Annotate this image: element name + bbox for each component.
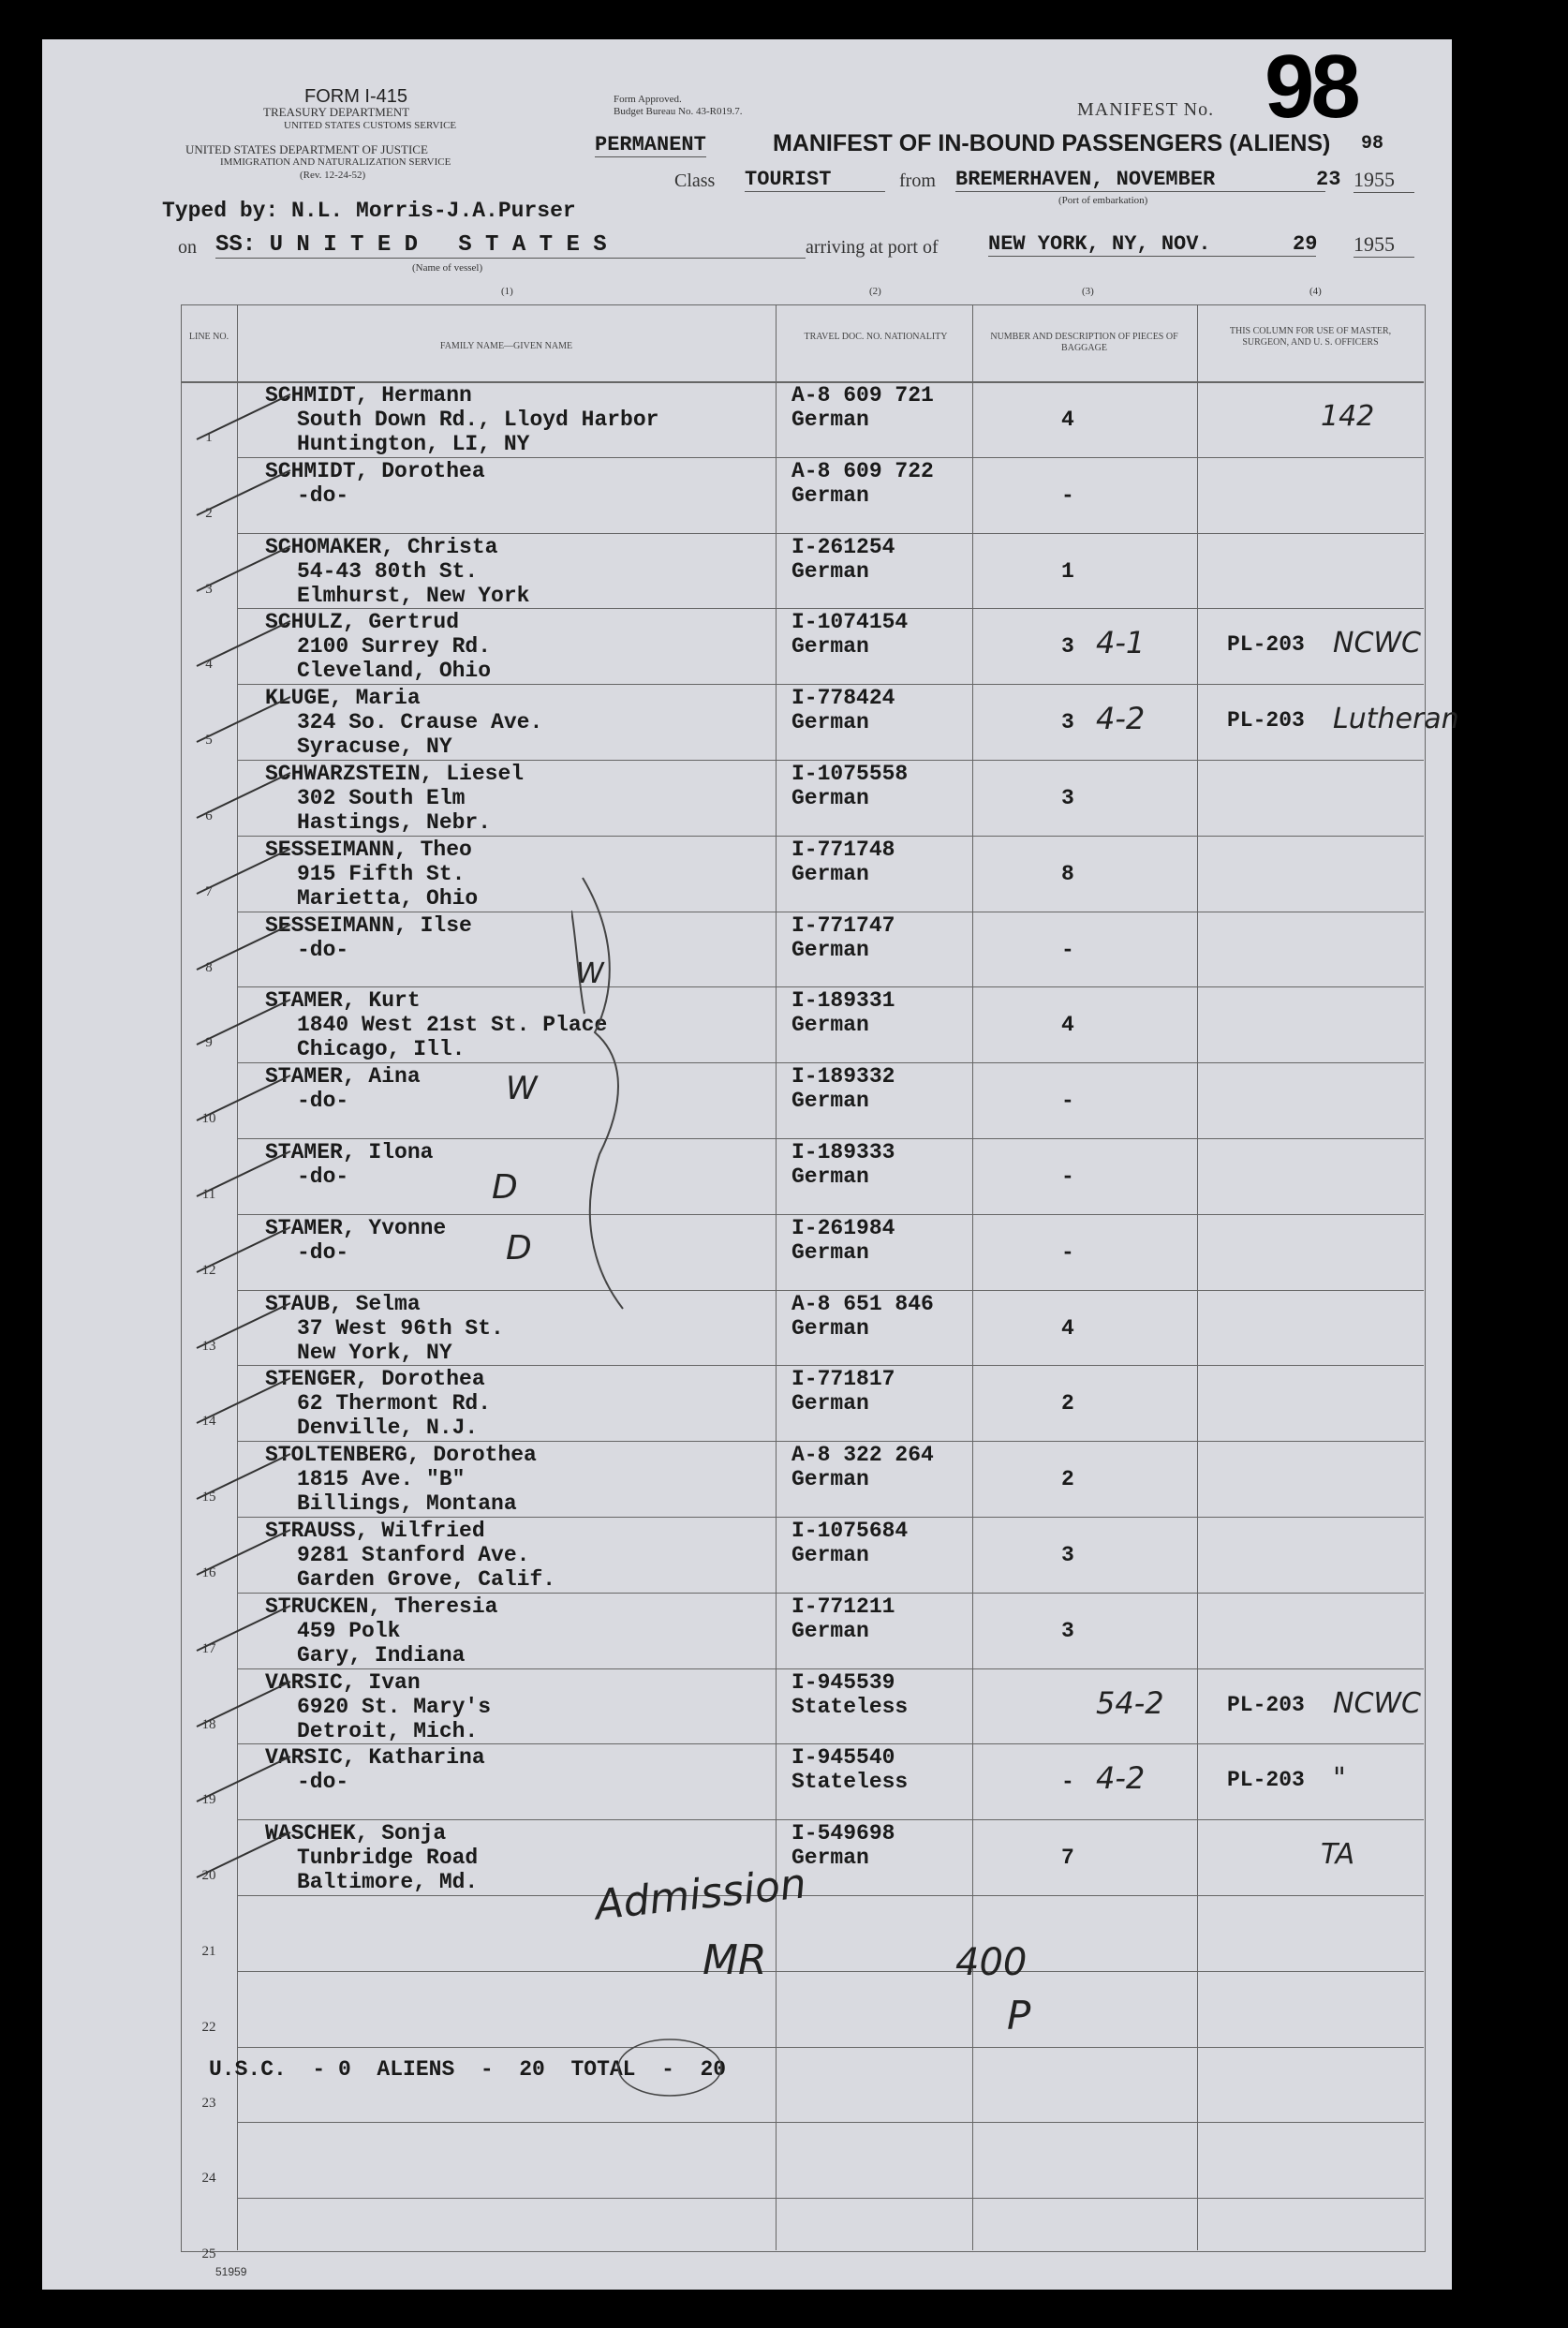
check-mark-stroke [192,1223,295,1280]
arrival-day: 29 [1293,232,1318,256]
nationality: German [791,1239,869,1265]
check-mark-stroke [192,769,295,825]
travel-doc-number: I-771747 [791,912,895,938]
typed-by: Typed by: N.L. Morris-J.A.Purser [162,199,576,223]
baggage-count: - [1061,1770,1074,1795]
passenger-address-2: Garden Grove, Calif. [297,1567,556,1592]
check-mark-stroke [192,845,295,901]
passenger-address-2: New York, NY [297,1340,452,1365]
form-approved: Form Approved. [614,94,682,105]
line-number: 16 [201,1565,216,1580]
check-mark-stroke [192,542,295,599]
passenger-name: SCHWARZSTEIN, Liesel [265,762,525,786]
port-embarkation-caption: (Port of embarkation) [1058,195,1148,206]
row-divider [237,2198,1424,2199]
passenger-address-1: South Down Rd., Lloyd Harbor [297,408,659,432]
check-mark-stroke [192,617,295,674]
officer-note: TA [1321,1838,1355,1872]
handwritten-w-2: W [506,1070,538,1107]
travel-doc-number: I-189332 [791,1064,895,1090]
passenger-address-1: 324 So. Crause Ave. [297,710,543,735]
row-divider [237,2047,1424,2048]
passenger-address-1: -do- [297,1164,349,1189]
baggage-count: - [1061,1164,1074,1189]
baggage-count: - [1061,1089,1074,1114]
passenger-address-2: Baltimore, Md. [297,1870,479,1895]
line-number: 14 [201,1414,216,1430]
row-divider [237,836,1424,837]
line-number: 18 [201,1716,216,1732]
nationality: German [791,1391,869,1416]
travel-doc-number: A-8 651 846 [791,1291,934,1316]
baggage-handwritten: 4-2 [1096,1760,1146,1797]
baggage-count: - [1061,482,1074,508]
officer-note: 142 [1321,400,1375,433]
col-divider-name [776,304,777,2250]
travel-doc-number: I-261254 [791,534,895,559]
line-number: 3 [205,581,213,597]
passenger-address-1: 62 Thermont Rd. [297,1391,492,1416]
passenger-name: VARSIC, Katharina [265,1745,485,1771]
line-number: 10 [201,1111,216,1127]
nationality: Stateless [791,1770,909,1795]
line-number: 25 [201,2246,216,2262]
travel-doc-number: I-778424 [791,686,895,711]
check-mark-stroke [192,921,295,977]
column-number-4: (4) [1309,286,1322,297]
row-divider [237,1819,1424,1820]
col-divider-baggage [1197,304,1198,2250]
line-number: 17 [201,1640,216,1656]
line-number: 2 [205,505,213,521]
officer-code: PL-203 [1227,1768,1305,1793]
class-value: TOURIST [745,168,885,192]
passenger-address-1: Tunbridge Road [297,1846,479,1871]
check-mark-stroke [192,1148,295,1204]
row-divider [237,1138,1424,1139]
baggage-handwritten: 4-2 [1096,701,1146,737]
baggage-count: 1 [1061,558,1074,584]
passenger-name: SCHULZ, Gertrud [265,610,460,635]
line-number: 21 [201,1944,216,1959]
travel-doc-number: I-771211 [791,1594,895,1619]
manifest-sheet [42,37,1459,2290]
passenger-name: STAMER, Yvonne [265,1215,447,1240]
nationality: German [791,710,869,735]
travel-doc-number: I-771748 [791,837,895,862]
row-divider [237,684,1424,685]
row-divider [237,1441,1424,1442]
travel-doc-number: A-8 609 722 [791,458,934,483]
handwritten-d-1: D [492,1168,518,1207]
travel-doc-number: A-8 609 721 [791,383,934,408]
row-divider [237,457,1424,458]
handwritten-w-1: W [576,957,604,990]
travel-doc-number: I-189331 [791,988,895,1014]
travel-doc-number: I-1075684 [791,1519,909,1543]
nationality: German [791,408,869,432]
row-divider [237,1668,1424,1669]
line-number: 4 [205,657,213,673]
line-number: 19 [201,1792,216,1808]
nationality: German [791,1315,869,1341]
nationality: German [791,1543,869,1567]
officer-note: NCWC [1333,1686,1421,1720]
passenger-address-2: Gary, Indiana [297,1642,466,1668]
officer-note: Lutheran [1333,703,1459,736]
passenger-address-2: Cleveland, Ohio [297,659,492,684]
passenger-address-1: 37 West 96th St. [297,1315,504,1341]
nationality: German [791,1618,869,1643]
check-mark-stroke [192,1450,295,1506]
manifest-number-stamp: 98 [1265,37,1357,137]
line-number: 24 [201,2171,216,2187]
line-number: 7 [205,883,213,899]
row-divider [237,1593,1424,1594]
column-number-3: (3) [1082,286,1094,297]
row-divider [237,1895,1424,1896]
justice-department: UNITED STATES DEPARTMENT OF JUSTICE [185,142,428,156]
check-mark-stroke [192,1678,295,1734]
check-mark-stroke [192,391,295,447]
passenger-name: STRUCKEN, Theresia [265,1594,498,1619]
passenger-address-1: -do- [297,937,349,962]
passenger-name: STAMER, Kurt [265,988,421,1014]
baggage-count: - [1061,1239,1074,1265]
arrival-port: NEW YORK, NY, NOV. [988,232,1316,257]
check-mark-stroke [192,467,295,523]
passenger-address-1: -do- [297,1239,349,1265]
handwritten-d-2: D [506,1229,532,1268]
passenger-address-1: -do- [297,1770,349,1795]
passenger-name: STENGER, Dorothea [265,1367,485,1392]
vessel-name: SS: U N I T E D S T A T E S [215,232,806,259]
baggage-count: - [1061,937,1074,962]
circle-mark [614,2035,726,2100]
officer-code: PL-203 [1227,708,1305,734]
baggage-count: 4 [1061,408,1074,432]
line-number: 1 [205,430,213,445]
handwritten-bracket [571,873,628,1313]
row-divider [237,1214,1424,1215]
passenger-address-2: Detroit, Mich. [297,1718,479,1743]
baggage-count: 3 [1061,1543,1074,1567]
line-number: 11 [201,1187,216,1202]
travel-doc-number: I-771817 [791,1367,895,1392]
nationality: German [791,861,869,886]
col-header-baggage: NUMBER AND DESCRIPTION OF PIECES OF BAGGAGE [990,332,1178,353]
handwritten-count: 400 [955,1941,1028,1984]
col-header-officers: THIS COLUMN FOR USE OF MASTER, SURGEON, AND U. S. OFFICERS [1229,326,1392,348]
from-value: BREMERHAVEN, NOVEMBER [955,168,1325,192]
check-mark-stroke [192,1602,295,1658]
nationality: German [791,634,869,660]
check-mark-stroke [192,1374,295,1431]
nationality: German [791,937,869,962]
travel-doc-number: I-1074154 [791,610,909,635]
travel-doc-number: I-945539 [791,1669,895,1695]
travel-doc-number: I-945540 [791,1745,895,1771]
passenger-name: SCHMIDT, Hermann [265,383,472,408]
row-divider [237,1290,1424,1291]
passenger-address-1: 2100 Surrey Rd. [297,634,492,660]
nationality: German [791,1013,869,1038]
row-divider [237,1517,1424,1518]
check-mark-stroke [192,996,295,1052]
baggage-count: 2 [1061,1467,1074,1492]
handwritten-signature: Admission [592,1860,809,1930]
passenger-address-2: Hastings, Nebr. [297,810,492,835]
check-mark-stroke [192,1299,295,1356]
check-mark-stroke [192,1829,295,1885]
arrival-year: 1955 [1354,232,1414,258]
column-number-1: (1) [501,286,513,297]
passenger-name: SCHOMAKER, Christa [265,534,498,559]
passenger-address-1: 1815 Ave. "B" [297,1467,466,1492]
passenger-address-2: Billings, Montana [297,1491,517,1517]
passenger-name: STAMER, Ilona [265,1140,434,1164]
line-number: 20 [201,1868,216,1884]
passenger-address-2: Syracuse, NY [297,734,452,760]
nationality: German [791,1846,869,1871]
travel-doc-number: I-549698 [791,1821,895,1846]
passenger-address-1: -do- [297,482,349,508]
vessel-caption: (Name of vessel) [412,262,483,274]
from-label: from [899,171,936,191]
check-mark-stroke [192,1072,295,1128]
check-mark-stroke [192,1526,295,1582]
column-number-2: (2) [869,286,881,297]
footer-code: 51959 [215,2265,247,2278]
passenger-name: KLUGE, Maria [265,686,421,711]
nationality: German [791,1089,869,1114]
arriving-label: arriving at port of [806,237,939,258]
line-number: 22 [201,2019,216,2035]
travel-doc-number: A-8 322 264 [791,1443,934,1468]
passenger-address-2: Marietta, Ohio [297,885,479,911]
col-header-travel-doc: TRAVEL DOC. NO. NATIONALITY [804,332,948,342]
line-number: 12 [201,1262,216,1278]
manifest-title: MANIFEST OF IN-BOUND PASSENGERS (ALIENS) [773,130,1331,156]
row-divider [237,760,1424,761]
class-label: Class [674,171,716,191]
passenger-address-1: 915 Fifth St. [297,861,466,886]
officer-code: PL-203 [1227,1692,1305,1717]
treasury-department: TREASURY DEPARTMENT [263,105,410,119]
from-day: 23 [1316,168,1341,191]
customs-service: UNITED STATES CUSTOMS SERVICE [284,120,457,131]
officer-note: " [1333,1762,1346,1796]
row-divider [237,986,1424,987]
passenger-name: SESSEIMANN, Ilse [265,912,472,938]
summary-totals: U.S.C. - 0 ALIENS - 20 TOTAL - 20 [209,2057,727,2082]
baggage-count: 4 [1061,1315,1074,1341]
line-number: 8 [205,959,213,975]
row-divider [237,608,1424,609]
passenger-name: STRAUSS, Wilfried [265,1519,485,1543]
form-revision: (Rev. 12-24-52) [300,170,366,181]
baggage-count: 4 [1061,1013,1074,1038]
officer-note: NCWC [1333,627,1421,660]
passenger-address-1: 1840 West 21st St. Place [297,1013,608,1038]
line-number: 9 [205,1035,213,1051]
passenger-address-1: 54-43 80th St. [297,558,479,584]
row-divider [237,2122,1424,2123]
passenger-name: SCHMIDT, Dorothea [265,458,485,483]
passenger-address-2: Chicago, Ill. [297,1037,466,1062]
passenger-name: SESSEIMANN, Theo [265,837,472,862]
passenger-name: STAUB, Selma [265,1291,421,1316]
nationality: German [791,1164,869,1189]
passenger-name: STAMER, Aina [265,1064,421,1090]
baggage-count: 2 [1061,1391,1074,1416]
check-mark-stroke [192,693,295,749]
from-year: 1955 [1354,168,1414,193]
passenger-address-1: 9281 Stanford Ave. [297,1543,530,1567]
baggage-count: 3 [1061,1618,1074,1643]
on-label: on [178,237,197,258]
baggage-count: 3 [1061,710,1074,735]
passenger-name: STOLTENBERG, Dorothea [265,1443,537,1468]
line-number: 5 [205,733,213,749]
passenger-address-2: Denville, N.J. [297,1416,479,1441]
travel-doc-number: I-261984 [791,1215,895,1240]
row-divider [237,533,1424,534]
nationality: German [791,482,869,508]
travel-doc-number: I-189333 [791,1140,895,1164]
row-divider [237,1971,1424,1972]
row-divider [237,1365,1424,1366]
col-header-line-no: LINE NO. [188,332,229,342]
permanent-label: PERMANENT [595,133,706,156]
line-number: 6 [205,808,213,823]
nationality: Stateless [791,1694,909,1719]
check-mark-stroke [192,1753,295,1809]
row-divider [237,1743,1424,1744]
baggage-handwritten: 4-1 [1096,625,1146,661]
travel-doc-number: I-1075558 [791,762,909,786]
baggage-count: 7 [1061,1846,1074,1871]
baggage-handwritten: 54-2 [1096,1684,1164,1721]
nationality: German [791,786,869,810]
row-divider [237,1062,1424,1063]
line-number: 13 [201,1338,216,1354]
handwritten-initials: MR [703,1936,767,1984]
officer-code: PL-203 [1227,632,1305,658]
passenger-address-2: Huntington, LI, NY [297,432,530,456]
nationality: German [791,1467,869,1492]
baggage-count: 8 [1061,861,1074,886]
baggage-count: 3 [1061,634,1074,660]
line-number: 15 [201,1490,216,1505]
form-number: FORM I-415 [304,86,408,107]
manifest-number-label: MANIFEST No. [1077,99,1215,120]
line-number: 23 [201,2095,216,2111]
passenger-address-1: -do- [297,1089,349,1114]
handwritten-count-sub: P [1007,1993,1031,2039]
passenger-name: VARSIC, Ivan [265,1669,421,1695]
manifest-number-typed: 98 [1361,133,1384,155]
passenger-name: WASCHEK, Sonja [265,1821,447,1846]
passenger-address-2: Elmhurst, New York [297,583,530,608]
passenger-address-1: 6920 St. Mary's [297,1694,492,1719]
budget-bureau: Budget Bureau No. 43-R019.7. [614,106,743,117]
passenger-address-1: 459 Polk [297,1618,401,1643]
col-header-name: FAMILY NAME—GIVEN NAME [439,341,573,351]
baggage-count: 3 [1061,786,1074,810]
passenger-address-1: 302 South Elm [297,786,466,810]
ins-service: IMMIGRATION AND NATURALIZATION SERVICE [220,156,451,168]
nationality: German [791,558,869,584]
